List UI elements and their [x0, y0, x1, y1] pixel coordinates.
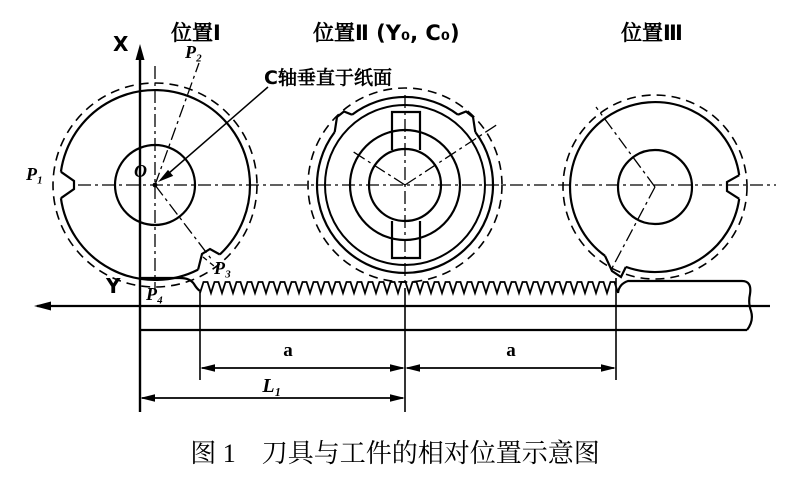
dim-l1-arrow-left [140, 394, 155, 401]
position-2-title: 位置Ⅱ (Y₀, C₀) [313, 21, 460, 45]
y-axis-label: Y [106, 274, 121, 298]
rack-teeth [200, 282, 618, 293]
right-gear-diagonal-lower [611, 187, 655, 270]
dim-a2-arrow-left [405, 364, 420, 371]
p3-leader-dash [203, 257, 214, 266]
origin-label: O [134, 161, 147, 181]
x-axis-label: X [113, 32, 129, 56]
dim-a1-label: a [283, 340, 293, 361]
dim-a2-arrow-right [601, 364, 616, 371]
dim-a1-arrow-left [200, 364, 215, 371]
leader-line [161, 87, 268, 180]
left-gear-diagonal-p3 [155, 185, 212, 260]
point-p3-label: P₃ [214, 258, 232, 278]
middle-gear-diagonal-short [352, 151, 405, 185]
point-p2-label: P₂ [185, 42, 203, 62]
dim-a2-label: a [506, 340, 516, 361]
x-axis-arrow [136, 44, 145, 60]
right-gear-notch-right [727, 175, 739, 199]
dim-l1-arrow-right [390, 394, 405, 401]
c-axis-note: C轴垂直于纸面 [264, 67, 392, 89]
position-1-title: 位置Ⅰ [171, 21, 221, 45]
axes [34, 32, 770, 412]
right-gear-notch-bottom-left [605, 256, 626, 277]
dim-l1-label: L₁ [262, 375, 282, 397]
c-axis-annotation [158, 66, 392, 182]
position-titles [170, 21, 683, 45]
figure-caption: 图 1 刀具与工件的相对位置示意图 [190, 439, 600, 468]
point-p1-label: P₁ [26, 164, 44, 184]
dim-a1-arrow-right [390, 364, 405, 371]
left-gear-notch-left [61, 172, 74, 198]
y-axis-arrow [34, 302, 51, 311]
position-3-title: 位置Ⅲ [621, 21, 683, 45]
centerlines [78, 63, 776, 292]
workpiece [140, 278, 752, 330]
point-p4-label: P₄ [146, 284, 164, 304]
left-gear-center-dot [153, 183, 158, 188]
dimensions [140, 278, 616, 412]
